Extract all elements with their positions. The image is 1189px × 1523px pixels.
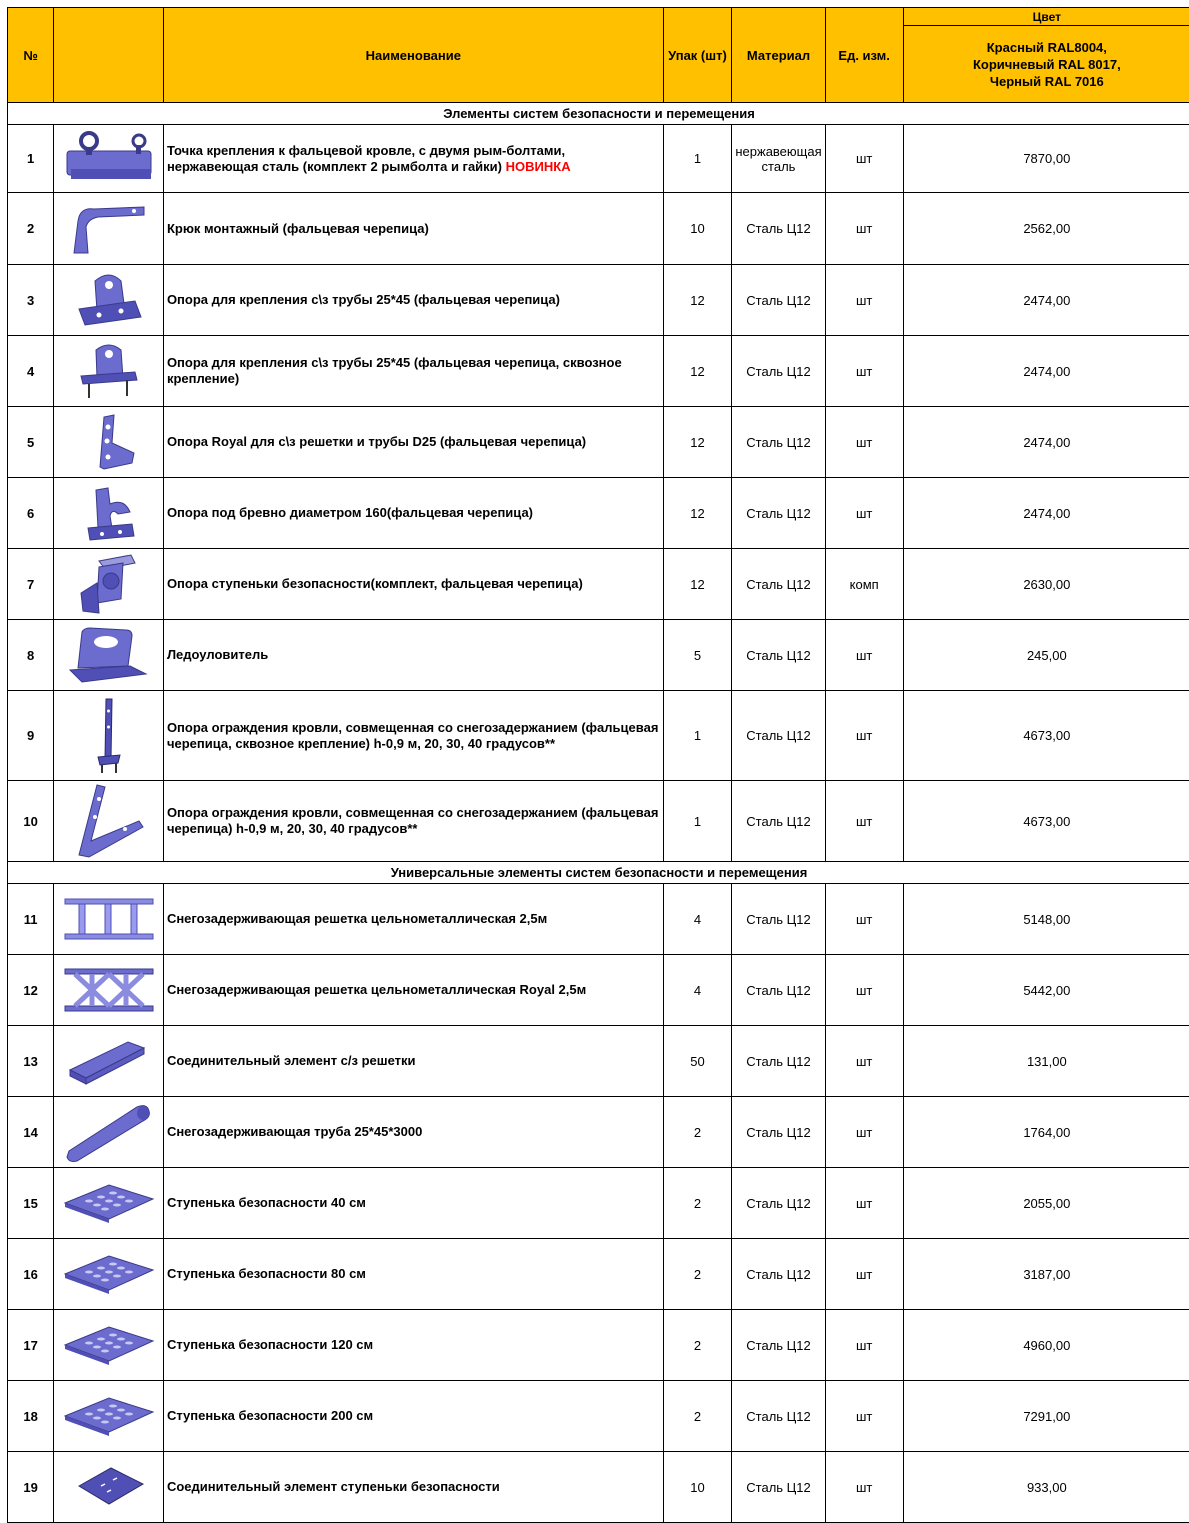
product-name-text: Снегозадерживающая решетка цельнометаллическая 2,5м (167, 911, 547, 926)
unit: шт (825, 691, 903, 781)
product-name-text: Снегозадерживающая труба 25*45*3000 (167, 1124, 422, 1139)
table-row (8, 781, 1189, 862)
table-row (8, 1310, 1189, 1381)
col-header-name: Наименование (163, 8, 663, 103)
safety-step-icon (57, 1325, 160, 1365)
product-image (54, 620, 164, 691)
table-row (8, 478, 1189, 549)
col-header-color-values (903, 26, 1189, 103)
table-row (8, 193, 1189, 265)
product-image (54, 265, 164, 336)
price: 7870,00 (903, 125, 1189, 193)
pack-qty: 12 (663, 265, 732, 336)
col-header-unit: Ед. изм. (825, 8, 903, 103)
roof-anchor-icon (57, 129, 160, 189)
row-number: 6 (8, 478, 54, 549)
table-row (8, 620, 1189, 691)
pack-qty: 1 (663, 691, 732, 781)
product-name-text: Снегозадерживающая решетка цельнометаллическая Royal 2,5м (167, 982, 586, 997)
table-row (8, 955, 1189, 1026)
material: Сталь Ц12 (732, 691, 825, 781)
price: 4960,00 (903, 1310, 1189, 1381)
product-name-text: Ступенька безопасности 120 см (167, 1337, 373, 1352)
snow-grid-icon (57, 896, 160, 942)
product-image (54, 1097, 164, 1168)
product-name (163, 478, 663, 549)
unit: шт (825, 1097, 903, 1168)
color-red: Красный RAL8004, (907, 39, 1187, 56)
unit: шт (825, 407, 903, 478)
unit: шт (825, 193, 903, 265)
product-name-text: Опора Royal для с\з решетки и трубы D25 (фальцевая черепица) (167, 434, 586, 449)
price: 4673,00 (903, 781, 1189, 862)
pack-qty: 1 (663, 781, 732, 862)
unit: шт (825, 125, 903, 193)
price: 2630,00 (903, 549, 1189, 620)
table-row (8, 336, 1189, 407)
product-name-text: Соединительный элемент с/з решетки (167, 1053, 416, 1068)
unit: шт (825, 1381, 903, 1452)
row-number: 11 (8, 884, 54, 955)
product-name-text: Ступенька безопасности 200 см (167, 1408, 373, 1423)
product-name (163, 265, 663, 336)
table-row (8, 125, 1189, 193)
price: 2474,00 (903, 265, 1189, 336)
color-brown: Коричневый RAL 8017, (907, 56, 1187, 73)
row-number: 9 (8, 691, 54, 781)
material: нержавеющая сталь (732, 125, 825, 193)
pack-qty: 2 (663, 1310, 732, 1381)
unit: шт (825, 620, 903, 691)
product-image (54, 884, 164, 955)
product-name (163, 1452, 663, 1523)
product-name (163, 1239, 663, 1310)
row-number: 18 (8, 1381, 54, 1452)
price: 933,00 (903, 1452, 1189, 1523)
product-name (163, 1310, 663, 1381)
section-title: Универсальные элементы систем безопасности и перемещения (8, 862, 1189, 884)
col-header-pack: Упак (шт) (663, 8, 732, 103)
material: Сталь Ц12 (732, 193, 825, 265)
product-name-text: Крюк монтажный (фальцевая черепица) (167, 221, 429, 236)
pack-qty: 12 (663, 336, 732, 407)
grid-connector-icon (57, 1036, 160, 1086)
price: 5442,00 (903, 955, 1189, 1026)
row-number: 7 (8, 549, 54, 620)
product-name (163, 1381, 663, 1452)
product-name (163, 336, 663, 407)
product-image (54, 407, 164, 478)
product-image (54, 193, 164, 265)
table-row (8, 1026, 1189, 1097)
section-row (8, 103, 1189, 125)
safety-step-icon (57, 1396, 160, 1436)
fence-post-through-icon (57, 697, 160, 775)
row-number: 8 (8, 620, 54, 691)
table-row (8, 884, 1189, 955)
unit: шт (825, 781, 903, 862)
log-support-icon (57, 484, 160, 542)
pack-qty: 1 (663, 125, 732, 193)
product-image (54, 549, 164, 620)
col-header-number: № (8, 8, 54, 103)
table-row (8, 1097, 1189, 1168)
price: 131,00 (903, 1026, 1189, 1097)
table-row (8, 549, 1189, 620)
product-name-text: Опора ступеньки безопасности(комплект, фальцевая черепица) (167, 576, 583, 591)
safety-step-icon (57, 1183, 160, 1223)
row-number: 19 (8, 1452, 54, 1523)
product-name (163, 1168, 663, 1239)
price: 2474,00 (903, 407, 1189, 478)
price: 245,00 (903, 620, 1189, 691)
unit: шт (825, 955, 903, 1026)
price: 3187,00 (903, 1239, 1189, 1310)
pipe-support-through-icon (57, 342, 160, 400)
price: 5148,00 (903, 884, 1189, 955)
pack-qty: 2 (663, 1381, 732, 1452)
material: Сталь Ц12 (732, 1452, 825, 1523)
product-image (54, 1381, 164, 1452)
product-name (163, 955, 663, 1026)
unit: шт (825, 265, 903, 336)
unit: комп (825, 549, 903, 620)
product-name (163, 1026, 663, 1097)
material: Сталь Ц12 (732, 955, 825, 1026)
table-row (8, 1452, 1189, 1523)
pack-qty: 12 (663, 407, 732, 478)
price: 2055,00 (903, 1168, 1189, 1239)
table-row (8, 691, 1189, 781)
product-name (163, 691, 663, 781)
price: 4673,00 (903, 691, 1189, 781)
row-number: 10 (8, 781, 54, 862)
step-connector-icon (57, 1464, 160, 1510)
col-header-material: Материал (732, 8, 825, 103)
product-name-text: Ступенька безопасности 40 см (167, 1195, 366, 1210)
mounting-hook-icon (57, 201, 160, 256)
color-black: Черный RAL 7016 (907, 73, 1187, 90)
royal-snow-grid-icon (57, 967, 160, 1013)
pack-qty: 2 (663, 1097, 732, 1168)
product-name (163, 549, 663, 620)
pack-qty: 2 (663, 1239, 732, 1310)
table-row (8, 265, 1189, 336)
material: Сталь Ц12 (732, 265, 825, 336)
row-number: 13 (8, 1026, 54, 1097)
row-number: 14 (8, 1097, 54, 1168)
unit: шт (825, 1168, 903, 1239)
product-name-text: Опора для крепления с\з трубы 25*45 (фальцевая черепица, сквозное крепление) (167, 355, 622, 386)
price: 2474,00 (903, 336, 1189, 407)
unit: шт (825, 1239, 903, 1310)
material: Сталь Ц12 (732, 1097, 825, 1168)
unit: шт (825, 336, 903, 407)
product-image (54, 478, 164, 549)
material: Сталь Ц12 (732, 1381, 825, 1452)
row-number: 15 (8, 1168, 54, 1239)
section-title: Элементы систем безопасности и перемещения (8, 103, 1189, 125)
material: Сталь Ц12 (732, 884, 825, 955)
material: Сталь Ц12 (732, 478, 825, 549)
row-number: 3 (8, 265, 54, 336)
col-header-image (54, 8, 164, 103)
product-name (163, 125, 663, 193)
row-number: 12 (8, 955, 54, 1026)
price-table (7, 7, 1189, 1523)
product-name-text: Опора для крепления с\з трубы 25*45 (фальцевая черепица) (167, 292, 560, 307)
product-image (54, 781, 164, 862)
new-badge: НОВИНКА (506, 159, 571, 174)
product-image (54, 336, 164, 407)
material: Сталь Ц12 (732, 336, 825, 407)
pack-qty: 50 (663, 1026, 732, 1097)
product-name (163, 193, 663, 265)
material: Сталь Ц12 (732, 549, 825, 620)
unit: шт (825, 884, 903, 955)
material: Сталь Ц12 (732, 1239, 825, 1310)
material: Сталь Ц12 (732, 1310, 825, 1381)
material: Сталь Ц12 (732, 620, 825, 691)
product-image (54, 1239, 164, 1310)
price: 1764,00 (903, 1097, 1189, 1168)
product-name-text: Ступенька безопасности 80 см (167, 1266, 366, 1281)
product-name-text: Опора ограждения кровли, совмещенная со снегозадержанием (фальцевая черепица) h-0,9 м, 20, 30, 40 градусов** (167, 805, 658, 836)
pack-qty: 12 (663, 478, 732, 549)
pack-qty: 4 (663, 884, 732, 955)
pack-qty: 2 (663, 1168, 732, 1239)
product-name (163, 884, 663, 955)
safety-step-icon (57, 1254, 160, 1294)
row-number: 17 (8, 1310, 54, 1381)
price: 2562,00 (903, 193, 1189, 265)
unit: шт (825, 1026, 903, 1097)
unit: шт (825, 478, 903, 549)
table-row (8, 1381, 1189, 1452)
table-row (8, 1239, 1189, 1310)
snow-tube-icon (57, 1101, 160, 1163)
material: Сталь Ц12 (732, 1168, 825, 1239)
material: Сталь Ц12 (732, 1026, 825, 1097)
unit: шт (825, 1310, 903, 1381)
product-name-text: Опора под бревно диаметром 160(фальцевая черепица) (167, 505, 533, 520)
material: Сталь Ц12 (732, 781, 825, 862)
product-name-text: Точка крепления к фальцевой кровле, с двумя рым-болтами, нержавеющая сталь (комплект 2 рымболта и гайки) (167, 143, 565, 174)
material: Сталь Ц12 (732, 407, 825, 478)
product-name (163, 407, 663, 478)
product-image (54, 1026, 164, 1097)
product-name-text: Ледоуловитель (167, 647, 268, 662)
step-support-icon (57, 553, 160, 615)
product-image (54, 125, 164, 193)
pipe-support-icon (57, 271, 160, 329)
table-row (8, 407, 1189, 478)
row-number: 1 (8, 125, 54, 193)
row-number: 16 (8, 1239, 54, 1310)
product-image (54, 1310, 164, 1381)
product-name (163, 1097, 663, 1168)
pack-qty: 10 (663, 1452, 732, 1523)
pack-qty: 10 (663, 193, 732, 265)
ice-stopper-icon (57, 626, 160, 684)
section-row (8, 862, 1189, 884)
col-header-color: Цвет (903, 8, 1189, 26)
product-name-text: Соединительный элемент ступеньки безопасности (167, 1479, 500, 1494)
pack-qty: 5 (663, 620, 732, 691)
product-name-text: Опора ограждения кровли, совмещенная со снегозадержанием (фальцевая черепица, сквозное крепление) h-0,9 м, 20, 30, 40 градусов** (167, 720, 658, 751)
price: 2474,00 (903, 478, 1189, 549)
price: 7291,00 (903, 1381, 1189, 1452)
fence-post-icon (57, 781, 160, 861)
product-image (54, 1168, 164, 1239)
row-number: 5 (8, 407, 54, 478)
product-image (54, 955, 164, 1026)
product-image (54, 1452, 164, 1523)
product-image (54, 691, 164, 781)
product-name (163, 620, 663, 691)
pack-qty: 4 (663, 955, 732, 1026)
product-name (163, 781, 663, 862)
row-number: 2 (8, 193, 54, 265)
pack-qty: 12 (663, 549, 732, 620)
row-number: 4 (8, 336, 54, 407)
table-row (8, 1168, 1189, 1239)
unit: шт (825, 1452, 903, 1523)
royal-support-icon (57, 413, 160, 471)
